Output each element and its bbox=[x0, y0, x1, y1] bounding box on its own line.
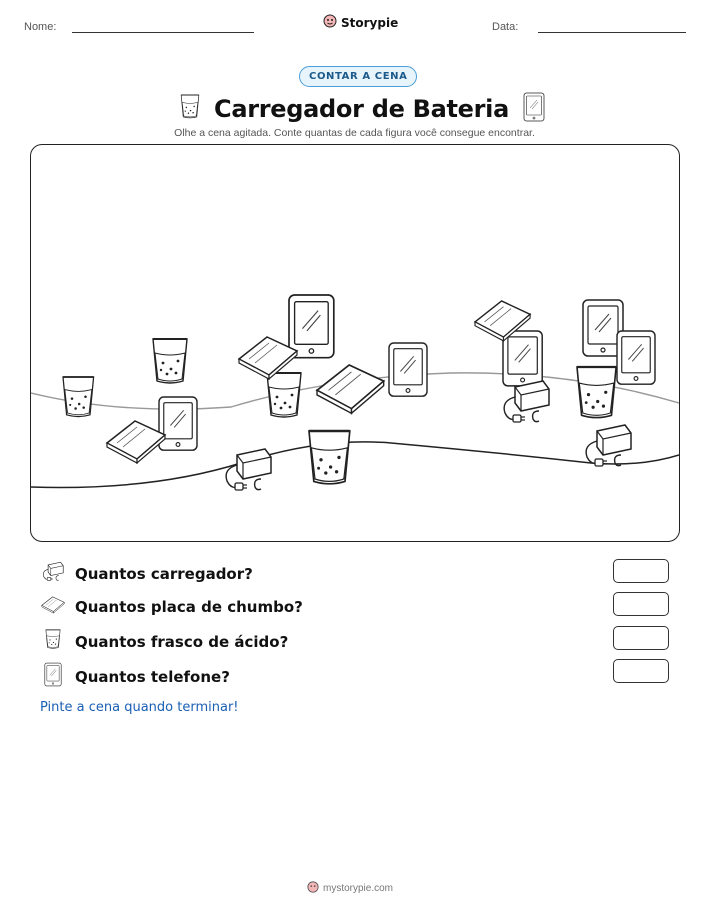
lead-plate bbox=[317, 365, 384, 413]
question-text: Quantos frasco de ácido? bbox=[75, 632, 289, 651]
scene-frame bbox=[30, 144, 680, 542]
brand-name: Storypie bbox=[341, 15, 399, 30]
activity-tag: CONTAR A CENA bbox=[299, 66, 417, 87]
question-text: Quantos placa de chumbo? bbox=[75, 598, 303, 616]
answer-box[interactable] bbox=[613, 626, 669, 650]
acid-jar-icon bbox=[41, 629, 65, 654]
page-title: Carregador de Bateria bbox=[214, 95, 510, 123]
closing-note: Pinte a cena quando terminar! bbox=[40, 700, 239, 715]
charger bbox=[586, 425, 631, 466]
question-row bbox=[41, 629, 288, 654]
acid-jar bbox=[63, 377, 94, 417]
storypie-mascot-icon bbox=[323, 14, 337, 31]
instructions: Olhe a cena agitada. Conte quantas de cada figura você consegue encontrar. bbox=[174, 127, 535, 139]
acid-jar bbox=[309, 431, 350, 484]
answer-box[interactable] bbox=[613, 659, 669, 683]
charger-icon bbox=[41, 562, 65, 586]
title-row bbox=[180, 92, 545, 126]
acid-jar bbox=[153, 339, 187, 383]
acid-jar-icon bbox=[180, 94, 200, 124]
phone bbox=[389, 343, 427, 396]
phone bbox=[617, 331, 655, 384]
name-label: Nome: bbox=[24, 21, 57, 33]
answer-box[interactable] bbox=[613, 559, 669, 583]
question-text: Quantos telefone? bbox=[75, 667, 230, 686]
name-line[interactable] bbox=[72, 32, 254, 33]
question-row bbox=[41, 595, 303, 619]
brand-logo bbox=[323, 14, 398, 31]
question-row bbox=[41, 562, 253, 586]
lead-plate-icon bbox=[41, 595, 65, 619]
question-row bbox=[41, 662, 230, 691]
phone bbox=[159, 397, 197, 450]
charger bbox=[504, 381, 549, 422]
footer-site bbox=[307, 881, 393, 896]
acid-jar bbox=[267, 373, 301, 417]
acid-jar bbox=[577, 367, 616, 418]
storypie-mascot-icon bbox=[307, 881, 319, 896]
date-line[interactable] bbox=[538, 32, 686, 33]
scene-illustration bbox=[31, 145, 679, 541]
phone-icon bbox=[41, 662, 65, 691]
lead-plate bbox=[107, 421, 165, 463]
charger bbox=[226, 449, 271, 490]
date-label: Data: bbox=[492, 21, 519, 33]
question-text: Quantos carregador? bbox=[75, 565, 253, 583]
answer-box[interactable] bbox=[613, 592, 669, 616]
phone bbox=[503, 331, 542, 386]
footer-site-text: mystorypie.com bbox=[323, 883, 394, 894]
phone bbox=[289, 295, 334, 358]
phone-icon bbox=[523, 92, 545, 126]
